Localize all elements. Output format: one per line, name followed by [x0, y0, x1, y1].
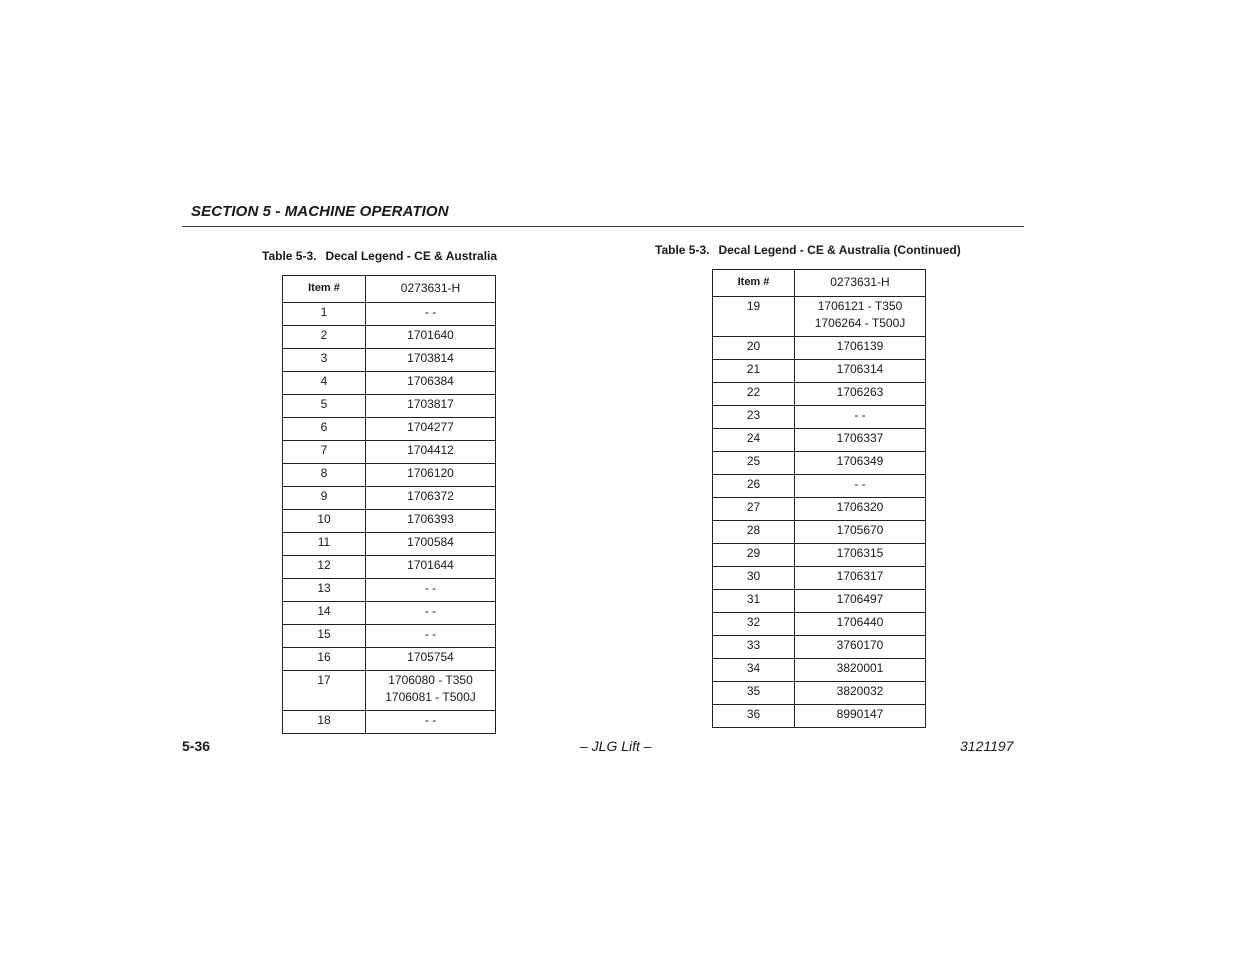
- table-row: [713, 521, 926, 544]
- table-left-caption-title: Decal Legend - CE & Australia: [325, 249, 498, 263]
- item-number-cell: 21: [713, 360, 795, 383]
- table-row: [713, 452, 926, 475]
- part-number-cell: 1706372: [366, 487, 496, 510]
- item-number-cell: 19: [713, 297, 795, 337]
- item-number-cell: 6: [283, 418, 366, 441]
- part-number-cell: 1703817: [366, 395, 496, 418]
- table-right-caption: [655, 243, 961, 257]
- section-title: SECTION 5 - MACHINE OPERATION: [191, 203, 449, 220]
- part-number-cell: 3760170: [795, 636, 926, 659]
- item-number-cell: 1: [283, 303, 366, 326]
- table-row: [713, 383, 926, 406]
- part-number-cell: 1706349: [795, 452, 926, 475]
- item-number-cell: 20: [713, 337, 795, 360]
- table-right-caption-title: Decal Legend - CE & Australia (Continued): [718, 243, 961, 257]
- table-row: [283, 510, 496, 533]
- item-number-cell: 22: [713, 383, 795, 406]
- part-number-cell: 1700584: [366, 533, 496, 556]
- item-number-cell: 4: [283, 372, 366, 395]
- part-number-cell: 1706440: [795, 613, 926, 636]
- part-number-cell: [795, 297, 926, 337]
- table-row: [713, 475, 926, 498]
- table-row: [283, 441, 496, 464]
- part-number-cell: 1705754: [366, 648, 496, 671]
- item-number-cell: 36: [713, 705, 795, 728]
- item-number-cell: 34: [713, 659, 795, 682]
- part-number-cell: 1706393: [366, 510, 496, 533]
- part-number-line: 1706081 - T500J: [385, 690, 476, 704]
- table-row: [283, 602, 496, 625]
- part-number-cell: 1706317: [795, 567, 926, 590]
- decal-legend-table: [282, 275, 496, 734]
- part-number-cell: 3820032: [795, 682, 926, 705]
- table-row: [713, 613, 926, 636]
- part-number-cell: 8990147: [795, 705, 926, 728]
- table-row: [283, 487, 496, 510]
- table-row: [283, 711, 496, 734]
- part-number-cell: 1706384: [366, 372, 496, 395]
- header-divider: [182, 226, 1024, 227]
- part-number-cell: 1701644: [366, 556, 496, 579]
- table-row: [283, 372, 496, 395]
- part-number-cell: [366, 671, 496, 711]
- item-number-cell: 30: [713, 567, 795, 590]
- decal-legend-table-continued: [712, 269, 926, 728]
- table-row: [713, 429, 926, 452]
- part-number-cell: 1706120: [366, 464, 496, 487]
- part-number-cell: 1706320: [795, 498, 926, 521]
- table-row: [283, 418, 496, 441]
- table-left-caption-number: Table 5-3.: [262, 249, 317, 263]
- table-row: [713, 360, 926, 383]
- part-number-cell: 1706314: [795, 360, 926, 383]
- table-row: [713, 682, 926, 705]
- part-number-cell: - -: [366, 303, 496, 326]
- table-left-body: [283, 303, 496, 734]
- table-row: [713, 337, 926, 360]
- part-number-cell: 1705670: [795, 521, 926, 544]
- part-number-cell: 1706497: [795, 590, 926, 613]
- table-row: [713, 544, 926, 567]
- table-row: [713, 567, 926, 590]
- item-number-cell: 31: [713, 590, 795, 613]
- table-row: [283, 671, 496, 711]
- part-number-cell: 1704277: [366, 418, 496, 441]
- part-number-line: 1706121 - T350: [817, 299, 903, 313]
- table-header-row: [283, 276, 496, 303]
- item-number-cell: 7: [283, 441, 366, 464]
- item-number-cell: 28: [713, 521, 795, 544]
- part-number-cell: 3820001: [795, 659, 926, 682]
- part-number-cell: 1706315: [795, 544, 926, 567]
- table-row: [713, 590, 926, 613]
- item-number-cell: 2: [283, 326, 366, 349]
- table-row: [283, 556, 496, 579]
- item-number-cell: 35: [713, 682, 795, 705]
- part-number-cell: - -: [366, 602, 496, 625]
- part-number-cell: - -: [366, 625, 496, 648]
- part-number-cell: 1703814: [366, 349, 496, 372]
- item-number-cell: 17: [283, 671, 366, 711]
- item-number-cell: 23: [713, 406, 795, 429]
- item-number-cell: 29: [713, 544, 795, 567]
- header-item: Item #: [713, 270, 795, 297]
- table-row: [713, 636, 926, 659]
- item-number-cell: 26: [713, 475, 795, 498]
- footer-title: – JLG Lift –: [580, 738, 652, 754]
- part-number-cell: 1706139: [795, 337, 926, 360]
- part-number-cell: - -: [366, 711, 496, 734]
- table-row: [283, 326, 496, 349]
- table-row: [283, 625, 496, 648]
- header-part: 0273631-H: [795, 270, 926, 297]
- item-number-cell: 32: [713, 613, 795, 636]
- item-number-cell: 10: [283, 510, 366, 533]
- item-number-cell: 13: [283, 579, 366, 602]
- document-number: 3121197: [960, 738, 1014, 754]
- table-row: [283, 533, 496, 556]
- item-number-cell: 16: [283, 648, 366, 671]
- part-number-line: 1706264 - T500J: [814, 316, 906, 330]
- header-part: 0273631-H: [366, 276, 496, 303]
- page-number: 5-36: [182, 738, 211, 754]
- item-number-cell: 14: [283, 602, 366, 625]
- table-row: [283, 303, 496, 326]
- item-number-cell: 24: [713, 429, 795, 452]
- item-number-cell: 3: [283, 349, 366, 372]
- table-right-body: [713, 297, 926, 728]
- item-number-cell: 18: [283, 711, 366, 734]
- table-header-row: [713, 270, 926, 297]
- part-number-cell: 1706337: [795, 429, 926, 452]
- item-number-cell: 27: [713, 498, 795, 521]
- table-row: [283, 395, 496, 418]
- part-number-cell: 1706263: [795, 383, 926, 406]
- table-row: [283, 464, 496, 487]
- item-number-cell: 15: [283, 625, 366, 648]
- table-row: [713, 406, 926, 429]
- part-number-cell: - -: [795, 406, 926, 429]
- item-number-cell: 12: [283, 556, 366, 579]
- item-number-cell: 9: [283, 487, 366, 510]
- table-row: [283, 579, 496, 602]
- part-number-cell: 1704412: [366, 441, 496, 464]
- table-row: [713, 297, 926, 337]
- table-row: [283, 648, 496, 671]
- table-row: [713, 498, 926, 521]
- part-number-cell: 1701640: [366, 326, 496, 349]
- table-row: [713, 705, 926, 728]
- item-number-cell: 33: [713, 636, 795, 659]
- item-number-cell: 8: [283, 464, 366, 487]
- table-left-caption: [262, 249, 497, 263]
- part-number-cell: - -: [366, 579, 496, 602]
- table-row: [713, 659, 926, 682]
- item-number-cell: 11: [283, 533, 366, 556]
- item-number-cell: 25: [713, 452, 795, 475]
- item-number-cell: 5: [283, 395, 366, 418]
- header-item: Item #: [283, 276, 366, 303]
- table-right-caption-number: Table 5-3.: [655, 243, 710, 257]
- part-number-line: 1706080 - T350: [388, 673, 473, 687]
- part-number-cell: - -: [795, 475, 926, 498]
- table-row: [283, 349, 496, 372]
